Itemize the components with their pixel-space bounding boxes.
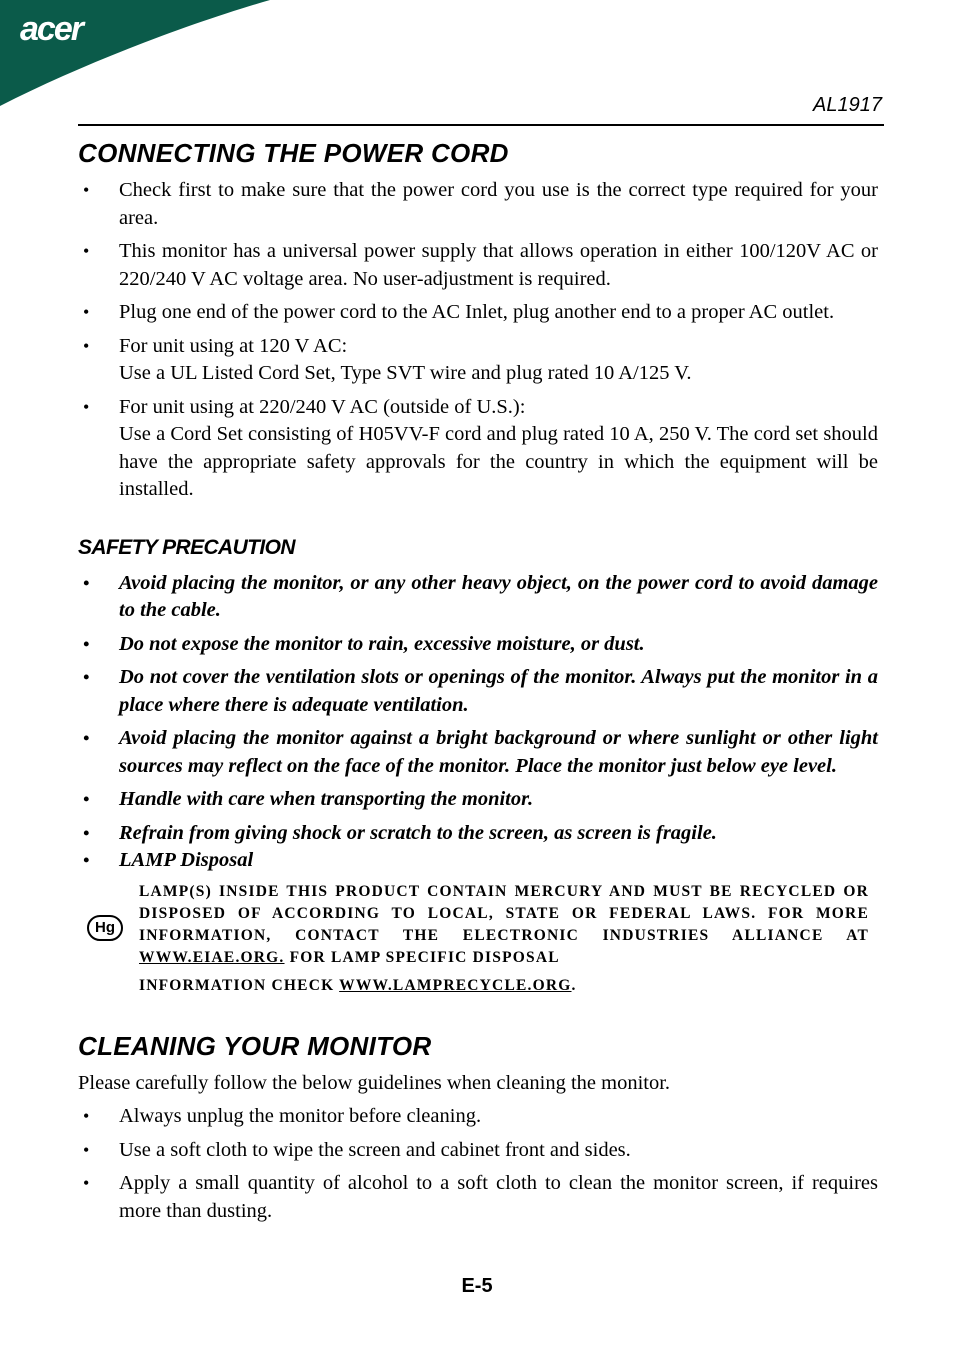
list-item — [78, 1137, 878, 1165]
list-item-subtext: Use a UL Listed Cord Set, Type SVT wire and plug rated 10 A/125 V. — [119, 362, 692, 384]
page-number: E-5 — [461, 1275, 493, 1297]
list-item — [78, 847, 878, 875]
list-item — [78, 725, 878, 780]
list-item-text: For unit using at 120 V AC: — [119, 334, 348, 357]
lamp-text-part: LAMP(S) INSIDE THIS PRODUCT CONTAIN MERCURY AND MUST BE RECYCLED OR DISPOSED OF ACCORDING TO LOCAL, STATE OR FEDERAL LAWS. FOR MORE INFORMATION, CONTACT THE ELECTRONIC INDUSTRIES ALLIANCE AT — [139, 882, 869, 944]
section-title-cleaning: CLEANING YOUR MONITOR — [78, 1030, 432, 1061]
lamp-disposal-notice — [95, 881, 869, 997]
header-rule — [78, 124, 884, 126]
list-item — [78, 1170, 878, 1225]
list-item-text: This monitor has a universal power supply that allows operation in either 100/120V AC or 220/240 V AC voltage area. No user-adjustment is required. — [119, 240, 878, 290]
page-content — [78, 136, 878, 1225]
list-item — [78, 570, 878, 625]
lamp-text-part: FOR LAMP SPECIFIC DISPOSAL — [284, 948, 560, 966]
list-item-text: Avoid placing the monitor against a bright background or where sunlight or other light sources may reflect on the face of the monitor. Place the monitor just below eye level. — [119, 727, 878, 777]
acer-logo: acer — [20, 10, 82, 48]
model-number: AL1917 — [813, 94, 882, 116]
list-item-text: Handle with care when transporting the monitor. — [119, 788, 534, 810]
list-item — [78, 664, 878, 719]
list-item — [78, 238, 878, 293]
list-item — [78, 177, 878, 232]
lamp-text-part: . — [571, 976, 577, 994]
list-item-text: Always unplug the monitor before cleaning. — [119, 1105, 482, 1127]
eiae-link[interactable]: WWW.EIAE.ORG. — [139, 948, 285, 966]
list-item — [78, 333, 878, 388]
lamprecycle-link[interactable]: WWW.LAMPRECYCLE.ORG — [339, 976, 572, 994]
lamp-disposal-text — [139, 881, 869, 969]
section-title-power-cord: CONNECTING THE POWER CORD — [78, 138, 509, 168]
list-item-subtext: Use a Cord Set consisting of H05VV-F cord and plug rated 10 A, 250 V. The cord set should have the appropriate safety approvals for the country in which the equipment will be installed. — [119, 423, 878, 500]
list-item-text: Refrain from giving shock or scratch to the screen, as screen is fragile. — [119, 821, 717, 844]
list-item-text: Apply a small quantity of alcohol to a soft cloth to clean the monitor screen, if requires more than dusting. — [119, 1172, 878, 1222]
list-item-text: LAMP Disposal — [119, 849, 254, 871]
lamp-text-part: INFORMATION CHECK — [139, 976, 340, 994]
list-item-text: Do not cover the ventilation slots or openings of the monitor. Always put the monitor in a place where there is adequate ventilation. — [119, 666, 878, 716]
list-item-text: Use a soft cloth to wipe the screen and cabinet front and sides. — [119, 1138, 631, 1161]
cleaning-intro: Please carefully follow the below guidelines when cleaning the monitor. — [78, 1071, 671, 1094]
list-item — [78, 1103, 878, 1131]
list-item-text: For unit using at 220/240 V AC (outside of U.S.): — [119, 395, 526, 418]
list-item — [78, 631, 878, 659]
cleaning-list — [78, 1103, 878, 1225]
header-brand-band — [0, 0, 954, 110]
list-item-text: Avoid placing the monitor, or any other heavy object, on the power cord to avoid damage to the cable. — [119, 571, 878, 621]
safety-list — [78, 570, 878, 875]
list-item — [78, 786, 878, 814]
mercury-hg-icon: Hg — [87, 915, 123, 941]
list-item-text: Plug one end of the power cord to the AC Inlet, plug another end to a proper AC outlet. — [119, 301, 835, 323]
list-item — [78, 299, 878, 327]
list-item-text: Check first to make sure that the power cord you use is the correct type required for your area. — [119, 179, 878, 229]
list-item — [78, 820, 878, 848]
list-item-text: Do not expose the monitor to rain, excessive moisture, or dust. — [119, 632, 645, 655]
list-item — [78, 394, 878, 504]
power-cord-list — [78, 177, 878, 504]
lamp-disposal-text-line2 — [139, 975, 869, 997]
section-title-safety: SAFETY PRECAUTION — [78, 535, 295, 559]
